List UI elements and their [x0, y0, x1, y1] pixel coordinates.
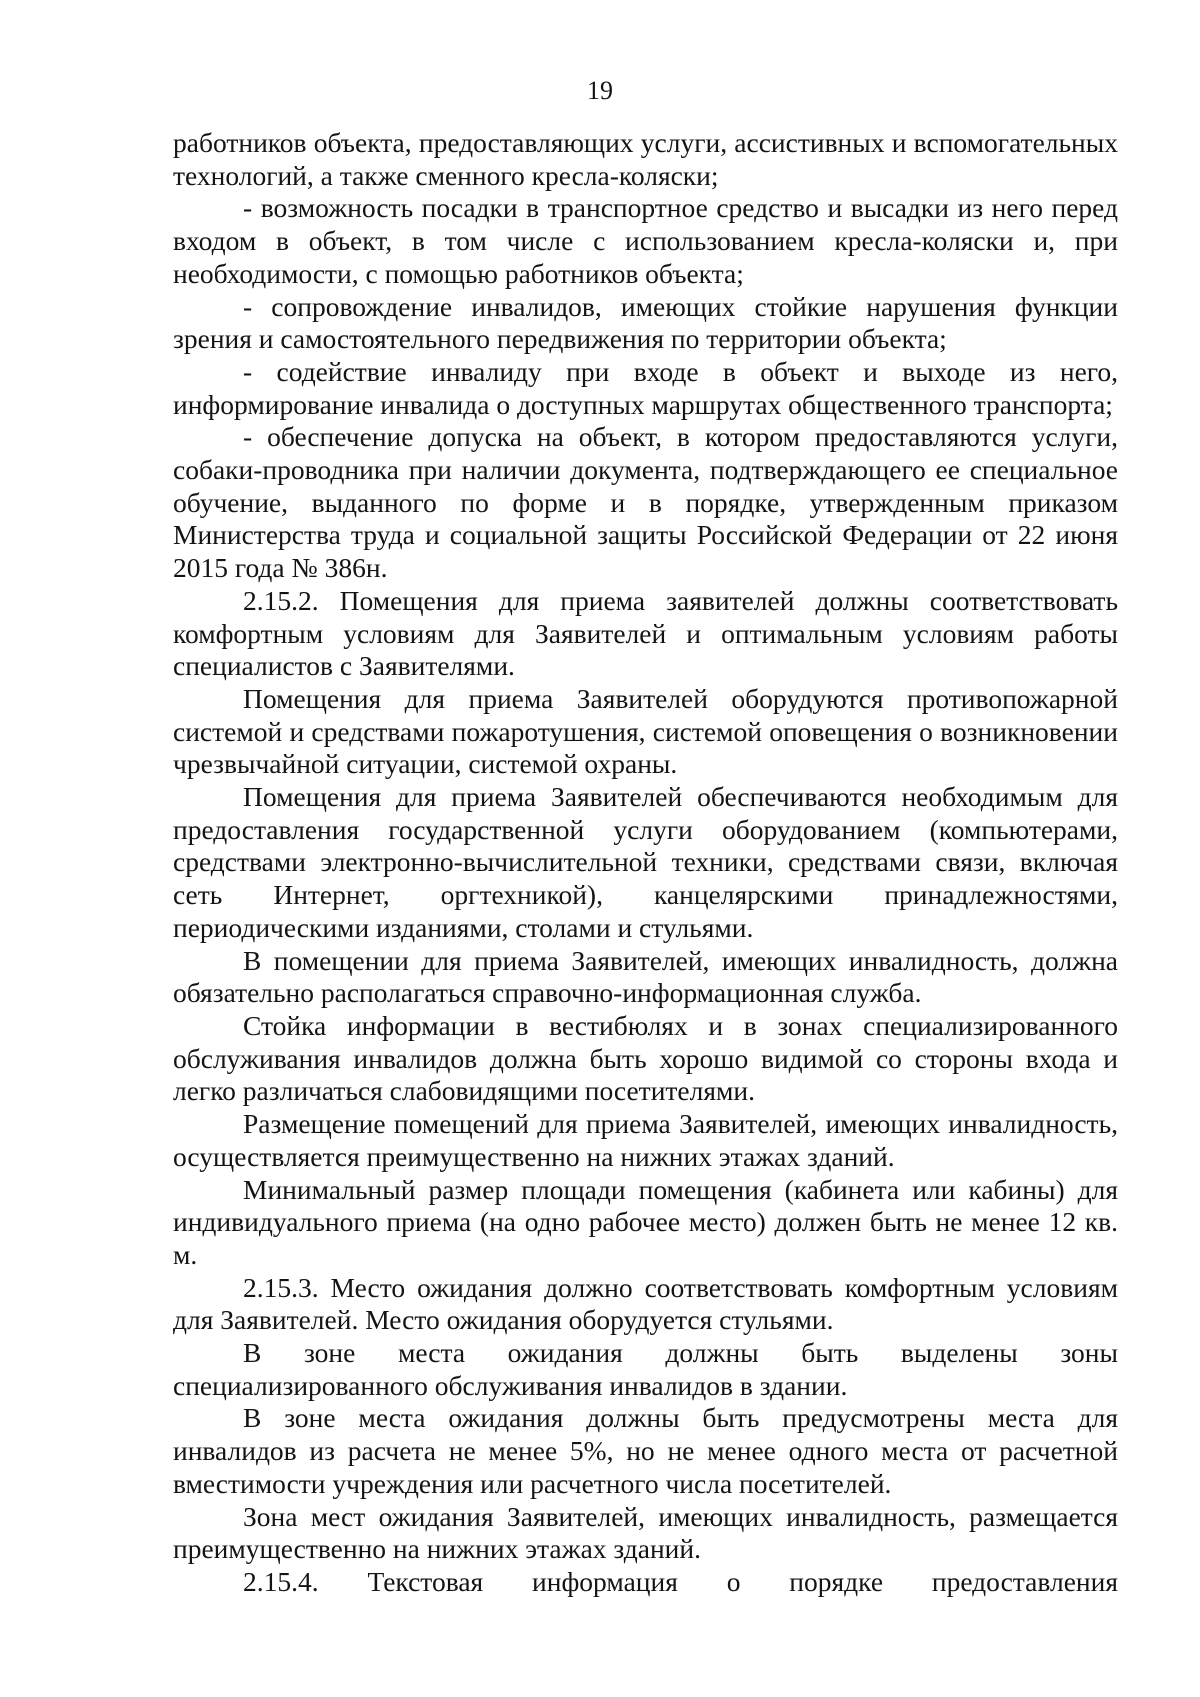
paragraph: В зоне места ожидания должны быть предусмотрены места для инвалидов из расчета не менее 5%, но не менее одного места от расчетной вместимости учреждения или расчетного числа посетителей. — [173, 1402, 1118, 1499]
paragraph: - сопровождение инвалидов, имеющих стойкие нарушения функции зрения и самостоятельного передвижения по территории объекта; — [173, 290, 1118, 355]
paragraph: 2.15.3. Место ожидания должно соответствовать комфортным условиям для Заявителей. Место ожидания оборудуется стульями. — [173, 1271, 1118, 1336]
paragraph: Помещения для приема Заявителей оборудуются противопожарной системой и средствами пожаротушения, системой оповещения о возникновении чрезвычайной ситуации, системой охраны. — [173, 682, 1118, 780]
paragraph: В помещении для приема Заявителей, имеющих инвалидность, должна обязательно располагаться справочно-информационная служба. — [173, 944, 1118, 1009]
paragraph: Стойка информации в вестибюлях и в зонах специализированного обслуживания инвалидов должна быть хорошо видимой со стороны входа и легко различаться слабовидящими посетителями. — [173, 1009, 1118, 1107]
paragraph: работников объекта, предоставляющих услуги, ассистивных и вспомогательных технологий, а также сменного кресла-коляски; — [173, 127, 1118, 191]
paragraph: 2.15.2. Помещения для приема заявителей должны соответствовать комфортным условиям для Заявителей и оптимальным условиям работы специалистов с Заявителями. — [173, 584, 1118, 682]
paragraph: Зона мест ожидания Заявителей, имеющих инвалидность, размещается преимущественно на нижних этажах зданий. — [173, 1500, 1118, 1565]
paragraph: 2.15.4. Текстовая информация о порядке предоставления — [243, 1565, 1118, 1597]
paragraph: Размещение помещений для приема Заявителей, имеющих инвалидность, осуществляется преимущественно на нижних этажах зданий. — [173, 1108, 1118, 1172]
paragraph: - возможность посадки в транспортное средство и высадки из него перед входом в объект, в том числе с использованием кресла-коляски и, при необходимости, с помощью работников объекта; — [173, 192, 1118, 289]
paragraph: - обеспечение допуска на объект, в котором предоставляются услуги, собаки-проводника при наличии документа, подтверждающего ее специальное обучение, выданного по форме и в порядке, утвержденным приказом Министерства труда и социальной защиты Российской Федерации от 22 июня 2015 года № 386н. — [173, 421, 1118, 584]
document-body — [173, 127, 1118, 1599]
paragraph: В зоне места ожидания должны быть выделены зоны специализированного обслуживания инвалидов в здании. — [173, 1337, 1118, 1401]
paragraph: Помещения для приема Заявителей обеспечиваются необходимым для предоставления государственной услуги оборудованием (компьютерами, средствами электронно-вычислительной техники, средствами связи, включая сеть Интернет, оргтехникой), канцелярскими принадлежностями, периодическими изданиями, столами и стульями. — [173, 781, 1118, 943]
paragraph: - содействие инвалиду при входе в объект и выходе из него, информирование инвалида о доступных маршрутах общественного транспорта; — [173, 355, 1118, 420]
page-number: 19 — [587, 76, 613, 105]
paragraph: Минимальный размер площади помещения (кабинета или кабины) для индивидуального приема (на одно рабочее место) должен быть не менее 12 кв. м. — [173, 1173, 1118, 1270]
